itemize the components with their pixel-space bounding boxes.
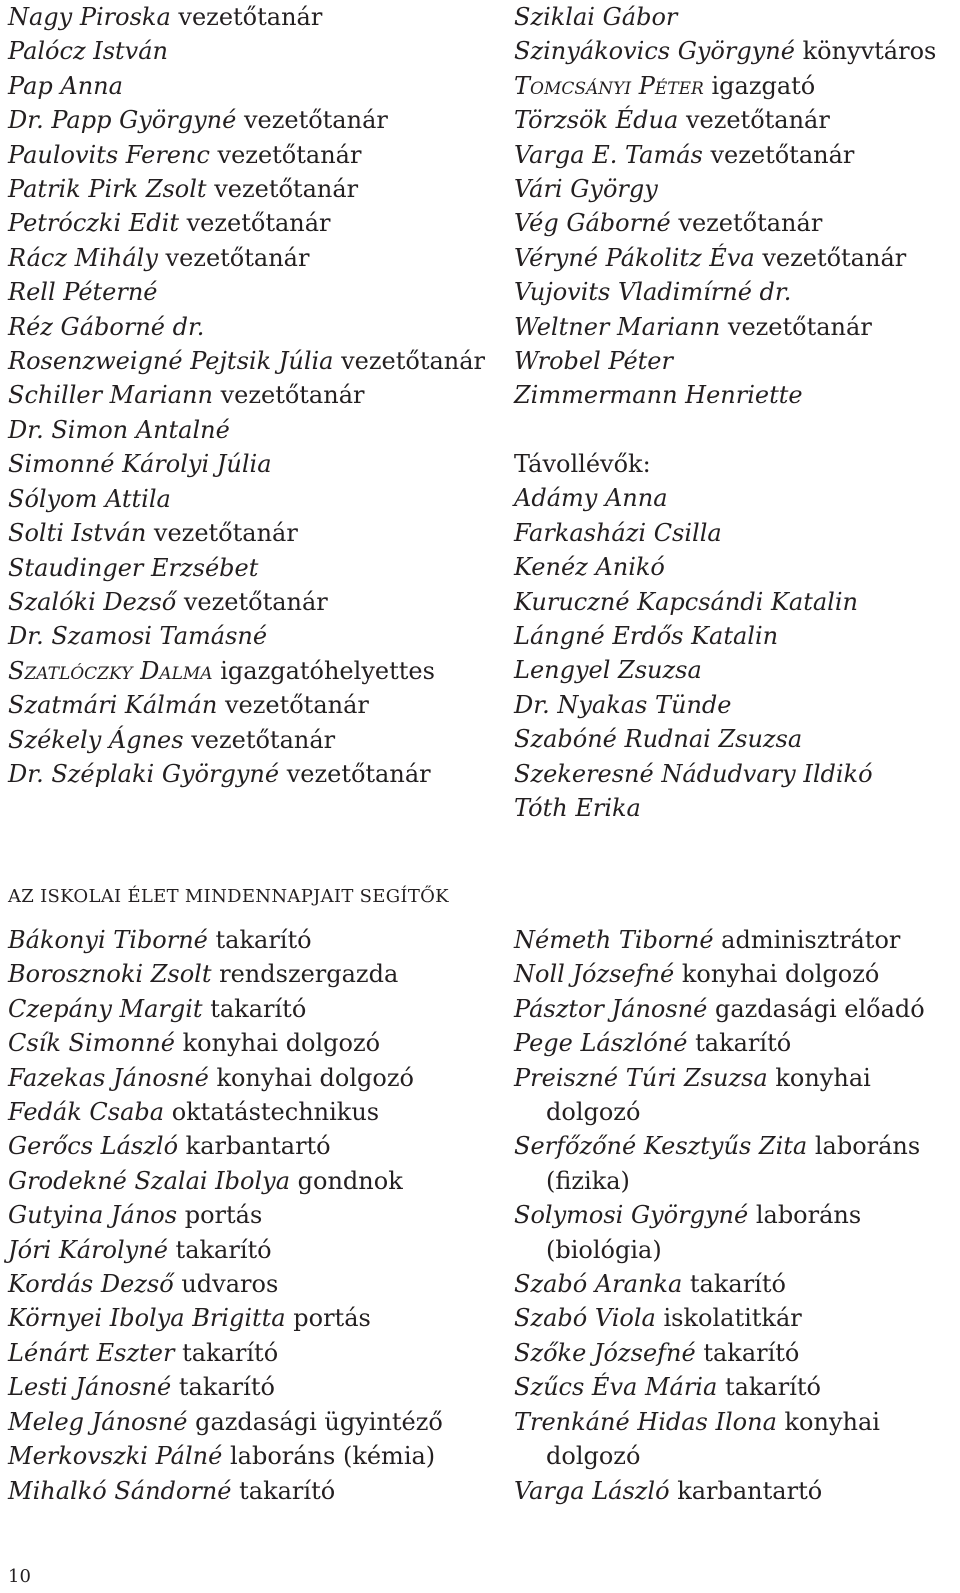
list-item: [8, 0, 498, 34]
person-name: Vujovits Vladimírné dr.: [514, 278, 792, 307]
list-item: [8, 688, 498, 722]
person-name: Réz Gáborné dr.: [8, 312, 205, 341]
support-staff-right: [514, 923, 954, 1508]
person-name: Weltner Mariann: [514, 312, 721, 341]
person-name: Fedák Csaba: [8, 1098, 165, 1127]
list-item: [514, 923, 954, 957]
list-item: [8, 344, 498, 378]
person-name: Solymosi Györgyné: [514, 1201, 749, 1230]
person-role: vezetőtanár: [286, 759, 431, 788]
person-name: Dr. Simon Antalné: [8, 415, 230, 444]
list-item: [8, 1474, 498, 1508]
list-item: [8, 34, 498, 68]
list-item: [8, 378, 498, 412]
person-name: Merkovszki Pálné: [8, 1442, 223, 1471]
person-role: takarító: [182, 1338, 279, 1367]
person-name: Petróczki Edit: [8, 209, 179, 238]
person-role: takarító: [210, 994, 307, 1023]
list-item: [8, 413, 498, 447]
person-role: laboráns (fizika): [546, 1132, 921, 1195]
person-name: Mihalkó Sándorné: [8, 1476, 232, 1505]
list-item: [8, 1370, 498, 1404]
person-name: Palócz István: [8, 37, 168, 66]
person-role: karbantartó: [677, 1476, 823, 1505]
list-item: [514, 619, 954, 653]
person-role: konyhai dolgozó: [182, 1029, 381, 1058]
person-name: Szalóki Dezső: [8, 587, 177, 616]
person-name: Noll Józsefné: [514, 960, 675, 989]
person-role: gondnok: [297, 1166, 403, 1195]
list-item: [8, 757, 498, 791]
staff-list-left: [8, 0, 498, 791]
person-name: Grodekné Szalai Ibolya: [8, 1166, 291, 1195]
list-item: [8, 1267, 498, 1301]
list-item: [8, 923, 498, 957]
list-item: [8, 585, 498, 619]
person-name: Varga E. Tamás: [514, 140, 703, 169]
list-item: [514, 138, 954, 172]
list-item: [514, 241, 954, 275]
person-name: Véryné Pákolitz Éva: [514, 243, 755, 272]
list-item: [514, 1336, 954, 1370]
staff-list-right-entries: [514, 0, 954, 413]
person-name: Lengyel Zsuzsa: [514, 656, 702, 685]
person-role: takarító: [239, 1476, 336, 1505]
person-name: Pásztor Jánosné: [514, 994, 708, 1023]
person-name: Bákonyi Tiborné: [8, 926, 208, 954]
list-item: [8, 206, 498, 240]
list-item: [8, 1026, 498, 1060]
person-name: Dr. Papp Györgyné: [8, 106, 237, 135]
person-role: vezetőtanár: [217, 140, 362, 169]
person-role: vezetőtanár: [153, 519, 298, 548]
list-item: [8, 172, 498, 206]
person-name: Farkasházi Csilla: [514, 518, 722, 547]
list-item: [514, 791, 954, 825]
list-item: [514, 34, 954, 68]
list-item: [8, 103, 498, 137]
person-role: iskolatitkár: [663, 1304, 802, 1333]
list-item: [514, 550, 954, 584]
person-name: Környei Ibolya Brigitta: [8, 1304, 286, 1333]
list-item: [514, 1370, 954, 1404]
person-name: Szűcs Éva Mária: [514, 1373, 718, 1402]
person-name: Csík Simonné: [8, 1029, 175, 1058]
person-name: Borosznoki Zsolt: [8, 960, 212, 989]
list-item: [514, 481, 954, 515]
list-item: [8, 69, 498, 103]
list-item: [8, 275, 498, 309]
person-name: Németh Tiborné: [514, 926, 714, 954]
list-item: [8, 1336, 498, 1370]
person-role: udvaros: [181, 1270, 279, 1299]
list-item: [8, 1164, 498, 1198]
list-item: [514, 0, 954, 34]
person-name: Lesti Jánosné: [8, 1373, 172, 1402]
list-item: [8, 310, 498, 344]
person-role: könyvtáros: [802, 37, 937, 66]
person-name: Pege Lászlóné: [514, 1029, 688, 1058]
person-name: Preiszné Túri Zsuzsa: [514, 1063, 768, 1092]
person-name: Fazekas Jánosné: [8, 1063, 209, 1092]
person-name: Pap Anna: [8, 71, 123, 100]
person-role: konyhai dolgozó: [681, 960, 880, 989]
person-name: Staudinger Erzsébet: [8, 553, 259, 582]
list-item: [8, 1095, 498, 1129]
list-item: [8, 1439, 498, 1473]
person-role: vezetőtanár: [243, 106, 388, 135]
person-role: laboráns (biológia): [546, 1201, 862, 1264]
person-name: Rell Péterné: [8, 278, 158, 307]
list-item: [8, 619, 498, 653]
person-role: takarító: [178, 1373, 275, 1402]
person-name: Trenkáné Hidas Ilona: [514, 1407, 777, 1436]
person-name: Jóri Károlyné: [8, 1235, 168, 1264]
person-role: portás: [293, 1304, 371, 1333]
list-item: [8, 1405, 498, 1439]
person-role: vezetőtanár: [220, 381, 365, 410]
person-role: takarító: [175, 1235, 272, 1264]
person-role: vezetőtanár: [183, 587, 328, 616]
person-role: takarító: [703, 1338, 800, 1367]
person-name: Wrobel Péter: [514, 347, 673, 376]
person-name: Törzsök Édua: [514, 106, 679, 135]
person-role: takarító: [689, 1270, 786, 1299]
list-item: [514, 1129, 954, 1198]
person-role: vezetőtanár: [191, 725, 336, 754]
person-name: Szőke Józsefné: [514, 1338, 696, 1367]
person-name: Kuruczné Kapcsándi Katalin: [514, 587, 858, 616]
list-item: [514, 1405, 954, 1474]
person-name: Szatlóczky Dalma: [8, 656, 213, 685]
list-item: [514, 992, 954, 1026]
person-name: Szabó Aranka: [514, 1270, 683, 1299]
spacer: [514, 413, 954, 447]
person-role: rendszergazda: [219, 960, 399, 989]
person-role: vezetőtanár: [165, 243, 310, 272]
person-role: vezetőtanár: [341, 347, 486, 376]
list-item: [514, 757, 954, 791]
list-item: [514, 957, 954, 991]
list-item: [514, 378, 954, 412]
list-item: [8, 241, 498, 275]
list-item: [514, 69, 954, 103]
person-name: Gerőcs László: [8, 1132, 179, 1161]
list-item: [514, 688, 954, 722]
list-item: [514, 1061, 954, 1130]
person-name: Serfőzőné Kesztyűs Zita: [514, 1132, 808, 1161]
person-name: Meleg Jánosné: [8, 1407, 188, 1436]
person-role: konyhai dolgozó: [216, 1063, 414, 1092]
person-name: Dr. Széplaki Györgyné: [8, 759, 280, 788]
person-role: karbantartó: [185, 1132, 331, 1161]
person-role: vezetőtanár: [727, 312, 872, 341]
absent-list: [514, 481, 954, 825]
person-role: laboráns (kémia): [229, 1442, 436, 1471]
person-role: adminisztrátor: [721, 926, 901, 954]
list-item: [514, 275, 954, 309]
person-role: vezetőtanár: [186, 209, 331, 238]
person-role: vezetőtanár: [678, 209, 823, 238]
list-item: [8, 654, 498, 688]
person-name: Szabó Viola: [514, 1304, 656, 1333]
person-role: takarító: [724, 1373, 821, 1402]
person-role: takarító: [215, 926, 312, 954]
person-role: vezetőtanár: [214, 175, 359, 204]
person-name: Vég Gáborné: [514, 209, 671, 238]
person-name: Szekeresné Nádudvary Ildikó: [514, 759, 873, 788]
person-name: Czepány Margit: [8, 994, 203, 1023]
list-item: [514, 516, 954, 550]
person-name: Kenéz Anikó: [514, 553, 665, 582]
person-name: Szabóné Rudnai Zsuzsa: [514, 725, 803, 754]
person-name: Paulovits Ferenc: [8, 140, 210, 169]
person-name: Adámy Anna: [514, 484, 668, 513]
person-name: Dr. Szamosi Tamásné: [8, 622, 268, 651]
person-role: portás: [184, 1201, 263, 1230]
person-name: Schiller Mariann: [8, 381, 213, 410]
person-role: vezetőtanár: [762, 243, 907, 272]
person-name: Székely Ágnes: [8, 725, 184, 754]
person-role: konyhai dolgozó: [546, 1407, 880, 1471]
person-role: vezetőtanár: [710, 140, 855, 169]
person-role: igazgató: [711, 71, 816, 100]
person-name: Solti István: [8, 519, 147, 548]
support-staff-left: [8, 923, 498, 1508]
list-item: [514, 1026, 954, 1060]
person-role: igazgatóhelyettes: [220, 656, 435, 685]
list-item: [8, 1129, 498, 1163]
list-item: [514, 206, 954, 240]
person-name: Szatmári Kálmán: [8, 691, 218, 720]
person-name: Zimmermann Henriette: [514, 381, 803, 410]
person-name: Dr. Nyakas Tünde: [514, 690, 732, 719]
list-item: [514, 1474, 954, 1508]
page-number: 10: [8, 1566, 31, 1587]
person-role: oktatástechnikus: [171, 1098, 380, 1127]
person-name: Tóth Erika: [514, 793, 641, 822]
list-item: [8, 482, 498, 516]
person-name: Varga László: [514, 1476, 670, 1505]
person-role: vezetőtanár: [685, 106, 830, 135]
list-item: [8, 723, 498, 757]
person-name: Tomcsányi Péter: [514, 71, 704, 100]
list-item: [514, 653, 954, 687]
person-name: Vári György: [514, 175, 658, 204]
list-item: [8, 1233, 498, 1267]
person-name: Sólyom Attila: [8, 484, 171, 513]
list-item: [8, 551, 498, 585]
person-role: gazdasági előadó: [715, 994, 925, 1023]
person-name: Gutyina János: [8, 1201, 178, 1230]
list-item: [514, 310, 954, 344]
person-role: gazdasági ügyintéző: [195, 1407, 443, 1436]
person-name: Simonné Károlyi Júlia: [8, 450, 272, 479]
person-name: Nagy Piroska: [8, 3, 171, 31]
person-role: vezetőtanár: [224, 691, 369, 720]
list-item: [514, 1301, 954, 1335]
list-item: [514, 103, 954, 137]
person-name: Rosenzweigné Pejtsik Júlia: [8, 347, 334, 376]
person-name: Lénárt Eszter: [8, 1338, 175, 1367]
list-item: [8, 447, 498, 481]
person-name: Patrik Pirk Zsolt: [8, 175, 207, 204]
list-item: [514, 1198, 954, 1267]
list-item: [8, 957, 498, 991]
list-item: [514, 1267, 954, 1301]
list-item: [8, 1198, 498, 1232]
person-name: Szinyákovics Györgyné: [514, 37, 795, 66]
absent-label: Távollévők:: [514, 449, 651, 478]
person-name: Sziklai Gábor: [514, 3, 678, 31]
section-heading: AZ ISKOLAI ÉLET MINDENNAPJAIT SEGÍTŐK: [8, 886, 449, 907]
list-item: [8, 516, 498, 550]
list-item: [8, 1301, 498, 1335]
list-item: [514, 172, 954, 206]
list-item: [514, 344, 954, 378]
person-name: Rácz Mihály: [8, 243, 158, 272]
person-name: Kordás Dezső: [8, 1270, 174, 1299]
staff-list-right: [514, 0, 954, 825]
person-name: Lángné Erdős Katalin: [514, 621, 779, 650]
person-role: vezetőtanár: [178, 3, 323, 31]
list-item: [8, 1061, 498, 1095]
list-item: [514, 585, 954, 619]
list-item: [514, 722, 954, 756]
list-item: [8, 138, 498, 172]
person-role: konyhai dolgozó: [546, 1063, 871, 1127]
list-item: [8, 992, 498, 1026]
person-role: takarító: [695, 1029, 792, 1058]
